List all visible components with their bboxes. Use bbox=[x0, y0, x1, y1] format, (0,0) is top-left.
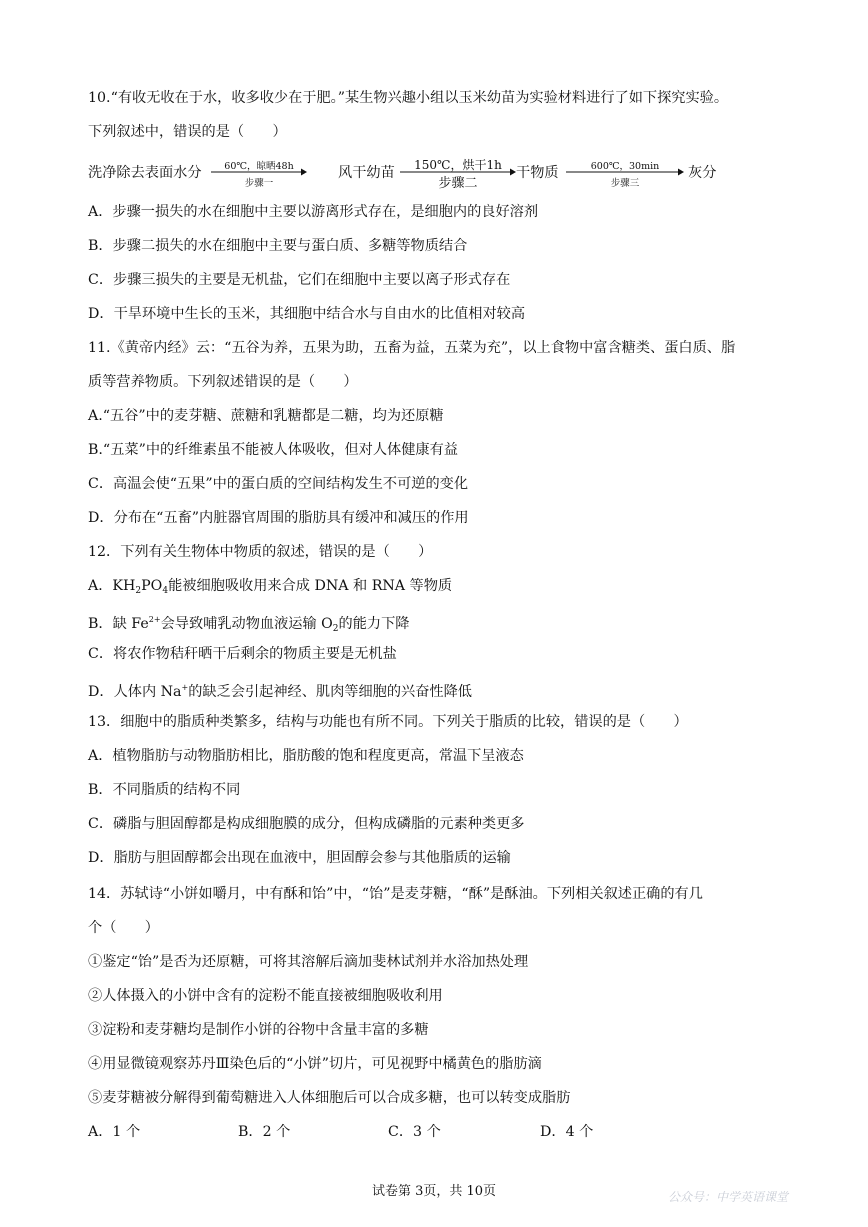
q12-d-superscript: + bbox=[181, 683, 189, 692]
q14-statement-3: ③淀粉和麦芽糖均是制作小饼的谷物中含量丰富的多糖 bbox=[88, 1022, 429, 1038]
flow-arrow-step2 bbox=[400, 158, 516, 190]
q14-option-b: B．2 个 bbox=[238, 1124, 291, 1140]
flow-node-dry-matter: 干物质 bbox=[516, 165, 559, 181]
q14-stem-line2: 个（ ） bbox=[88, 920, 159, 936]
q12-stem: 12．下列有关生物体中物质的叙述，错误的是（ ） bbox=[88, 544, 433, 560]
q10-stem-line1: 10.“有收无收在于水，收多收少在于肥。”某生物兴趣小组以玉米幼苗为实验材料进行了如下探究实验。 bbox=[88, 90, 729, 106]
flow-arrow-step1-label: 步骤一 bbox=[244, 178, 274, 189]
q11-option-d: D．分布在“五畜”内脏器官周围的脂肪具有缓冲和减压的作用 bbox=[88, 510, 469, 526]
q12-b-text-2: 会导致哺乳动物血液运输 O bbox=[160, 616, 333, 632]
q14-statement-2: ②人体摄入的小饼中含有的淀粉不能直接被细胞吸收利用 bbox=[88, 988, 443, 1004]
q14-option-d: D．4 个 bbox=[540, 1124, 594, 1140]
q12-b-text-3: 的能力下降 bbox=[338, 616, 410, 632]
q12-b-text-1: B．缺 Fe bbox=[88, 616, 149, 632]
q13-option-b: B．不同脂质的结构不同 bbox=[88, 782, 241, 798]
flow-arrow-step3-condition: 600℃，30min bbox=[590, 161, 660, 172]
q10-option-d: D．干旱环境中生长的玉米，其细胞中结合水与自由水的比值相对较高 bbox=[88, 306, 526, 322]
q10-option-b: B．步骤二损失的水在细胞中主要与蛋白质、多糖等物质结合 bbox=[88, 238, 468, 254]
q14-statement-1: ①鉴定“饴”是否为还原糖，可将其溶解后滴加斐林试剂并水浴加热处理 bbox=[88, 954, 529, 970]
flow-arrow-step2-condition: 150℃，烘干1h bbox=[414, 158, 502, 172]
q14-statement-4: ④用显微镜观察苏丹Ⅲ染色后的“小饼”切片，可见视野中橘黄色的脂肪滴 bbox=[88, 1056, 542, 1072]
q14-stem-line1: 14．苏轼诗“小饼如嚼月，中有酥和饴”中，“饴”是麦芽糖，“酥”是酥油。下列相关叙述正确的有几 bbox=[88, 886, 703, 902]
q11-option-b: B.“五菜”中的纤维素虽不能被人体吸收，但对人体健康有益 bbox=[88, 442, 458, 458]
q12-d-text-1: D．人体内 Na bbox=[88, 684, 182, 700]
q12-a-text-2: PO bbox=[141, 578, 163, 594]
q12-option-d bbox=[88, 678, 472, 702]
flow-arrow-step2-label: 步骤二 bbox=[438, 176, 478, 191]
q11-stem-line2: 质等营养物质。下列叙述错误的是（ ） bbox=[88, 374, 358, 390]
q10-option-a: A．步骤一损失的水在细胞中主要以游离形式存在，是细胞内的良好溶剂 bbox=[88, 204, 539, 220]
q12-d-text-2: 的缺乏会引起神经、肌肉等细胞的兴奋性降低 bbox=[188, 684, 472, 700]
q13-option-c: C．磷脂与胆固醇都是构成细胞膜的成分，但构成磷脂的元素种类更多 bbox=[88, 816, 525, 832]
q13-option-d: D．脂肪与胆固醇都会出现在血液中，胆固醇会参与其他脂质的运输 bbox=[88, 850, 511, 866]
q10-option-c: C．步骤三损失的主要是无机盐，它们在细胞中主要以离子形式存在 bbox=[88, 272, 511, 288]
flow-arrow-step1-condition: 60℃，晾晒48h bbox=[224, 161, 294, 172]
q12-option-c: C．将农作物秸秆晒干后剩余的物质主要是无机盐 bbox=[88, 646, 397, 662]
q12-a-text-1: A．KH bbox=[88, 578, 136, 594]
page-footer: 试卷第 3页，共 10页 bbox=[371, 1184, 497, 1199]
q11-stem-line1: 11.《黄帝内经》云：“五谷为养，五果为助，五畜为益，五菜为充”，以上食物中富含糖类、蛋白质、脂 bbox=[88, 340, 736, 356]
q11-option-c: C．高温会使“五果”中的蛋白质的空间结构发生不可逆的变化 bbox=[88, 476, 469, 492]
q12-option-a bbox=[88, 576, 452, 601]
q12-option-b bbox=[88, 610, 409, 639]
experiment-flow-diagram bbox=[88, 158, 788, 190]
flow-arrow-step3-label: 步骤三 bbox=[610, 178, 640, 189]
q12-b-subscript: 2 bbox=[332, 624, 339, 634]
q12-a-subscript-2: 4 bbox=[162, 586, 169, 596]
q13-stem: 13．细胞中的脂质种类繁多，结构与功能也有所不同。下列关于脂质的比较，错误的是（ ） bbox=[88, 714, 688, 730]
q12-a-subscript-1: 2 bbox=[135, 586, 142, 596]
q12-b-superscript: 2+ bbox=[148, 615, 161, 624]
flow-arrow-step3 bbox=[566, 158, 684, 190]
q14-option-c: C．3 个 bbox=[388, 1124, 441, 1140]
flow-node-ash: 灰分 bbox=[688, 165, 717, 181]
q10-stem-line2: 下列叙述中，错误的是（ ） bbox=[88, 124, 287, 140]
flow-node-dried-seedling: 风干幼苗 bbox=[338, 165, 395, 181]
watermark: 公众号：中学英语课堂 bbox=[668, 1190, 789, 1204]
q14-option-a: A．1 个 bbox=[88, 1124, 141, 1140]
flow-node-washed: 洗净除去表面水分 bbox=[88, 165, 202, 181]
q13-option-a: A．植物脂肪与动物脂肪相比，脂肪酸的饱和程度更高，常温下呈液态 bbox=[88, 748, 524, 764]
q12-a-text-3: 能被细胞吸收用来合成 DNA 和 RNA 等物质 bbox=[168, 578, 453, 594]
q14-statement-5: ⑤麦芽糖被分解得到葡萄糖进入人体细胞后可以合成多糖，也可以转变成脂肪 bbox=[88, 1090, 571, 1106]
flow-arrow-step1 bbox=[211, 158, 307, 190]
q11-option-a: A.“五谷”中的麦芽糖、蔗糖和乳糖都是二糖，均为还原糖 bbox=[88, 408, 444, 424]
